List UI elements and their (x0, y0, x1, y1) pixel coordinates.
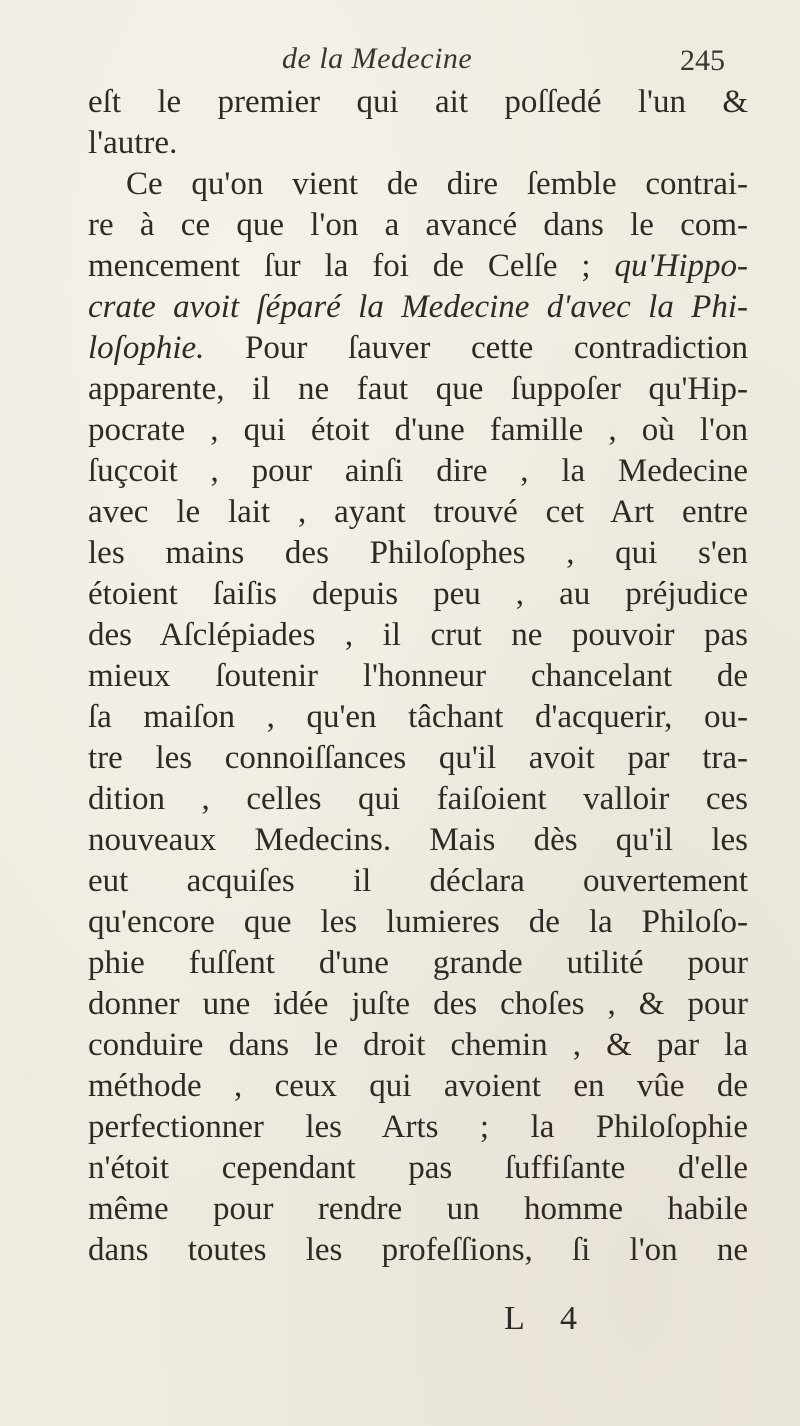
text-segment: dans toutes les profeſſions, ſi l'on ne (88, 1232, 748, 1268)
text-segment: donner une idée juſte des choſes , & pour (88, 986, 748, 1022)
text-segment: Pour ſauver cette contradiction (204, 330, 748, 366)
text-line (88, 451, 748, 492)
text-line (88, 656, 748, 697)
text-segment: ſuçcoit , pour ainſi dire , la Medecine (88, 453, 748, 489)
text-line (88, 328, 748, 369)
text-segment: des Aſclépiades , il crut ne pouvoir pas (88, 617, 748, 653)
text-line (88, 1066, 748, 1107)
text-segment: méthode , ceux qui avoient en vûe de (88, 1068, 748, 1104)
text-line (88, 902, 748, 943)
text-segment: conduire dans le droit chemin , & par la (88, 1027, 748, 1063)
text-line (88, 287, 748, 328)
running-head: de la Medecine (282, 42, 473, 75)
text-segment: eſt le premier qui ait poſſedé l'un & (88, 84, 748, 120)
text-line (88, 1189, 748, 1230)
text-line (88, 1025, 748, 1066)
text-segment: tre les connoiſſances qu'il avoit par tra- (88, 740, 748, 776)
text-line (88, 984, 748, 1025)
text-line (88, 943, 748, 984)
text-line (88, 615, 748, 656)
text-line (88, 1148, 748, 1189)
text-segment: perfectionner les Arts ; la Philoſophie (88, 1109, 748, 1145)
page-header (0, 42, 800, 82)
text-line (88, 738, 748, 779)
text-segment: dition , celles qui faiſoient valloir ces (88, 781, 748, 817)
text-line (88, 574, 748, 615)
text-segment: ſa maiſon , qu'en tâchant d'acquerir, ou- (88, 699, 748, 735)
text-line (88, 492, 748, 533)
text-segment: pocrate , qui étoit d'une famille , où l'on (88, 412, 748, 448)
text-line (88, 1107, 748, 1148)
text-line (88, 820, 748, 861)
text-segment: phie fuſſent d'une grande utilité pour (88, 945, 748, 981)
text-line (88, 410, 748, 451)
text-line (88, 697, 748, 738)
text-line (88, 779, 748, 820)
text-segment: n'étoit cependant pas ſuffiſante d'elle (88, 1150, 748, 1186)
text-segment: apparente, il ne faut que ſuppoſer qu'Hip- (88, 371, 748, 407)
text-line (88, 123, 748, 164)
text-segment: nouveaux Medecins. Mais dès qu'il les (88, 822, 748, 858)
text-segment: l'autre. (88, 125, 178, 161)
page-number: 245 (680, 44, 725, 77)
signature-mark: L 4 (504, 1300, 592, 1337)
text-line (88, 369, 748, 410)
text-segment: les mains des Philoſophes , qui s'en (88, 535, 748, 571)
text-line (88, 246, 748, 287)
text-line (88, 1230, 748, 1271)
text-segment: avec le lait , ayant trouvé cet Art entre (88, 494, 748, 530)
text-segment: mieux ſoutenir l'honneur chancelant de (88, 658, 748, 694)
text-segment: mencement ſur la foi de Celſe ; (88, 248, 615, 284)
italic-text: crate avoit ſéparé la Medecine d'avec la Phi- (88, 289, 748, 325)
text-segment: qu'encore que les lumieres de la Philoſo- (88, 904, 748, 940)
text-line (88, 533, 748, 574)
text-segment: eut acquiſes il déclara ouvertement (88, 863, 748, 899)
body-text (88, 82, 748, 1271)
text-segment: Ce qu'on vient de dire ſemble contrai- (126, 166, 748, 202)
text-segment: re à ce que l'on a avancé dans le com- (88, 207, 748, 243)
italic-text: loſophie. (88, 330, 205, 366)
text-line (88, 861, 748, 902)
italic-text: qu'Hippo- (614, 248, 748, 284)
text-line (88, 82, 748, 123)
text-segment: même pour rendre un homme habile (88, 1191, 748, 1227)
text-segment: étoient ſaiſis depuis peu , au préjudice (88, 576, 748, 612)
text-line (88, 205, 748, 246)
text-line (88, 164, 748, 205)
